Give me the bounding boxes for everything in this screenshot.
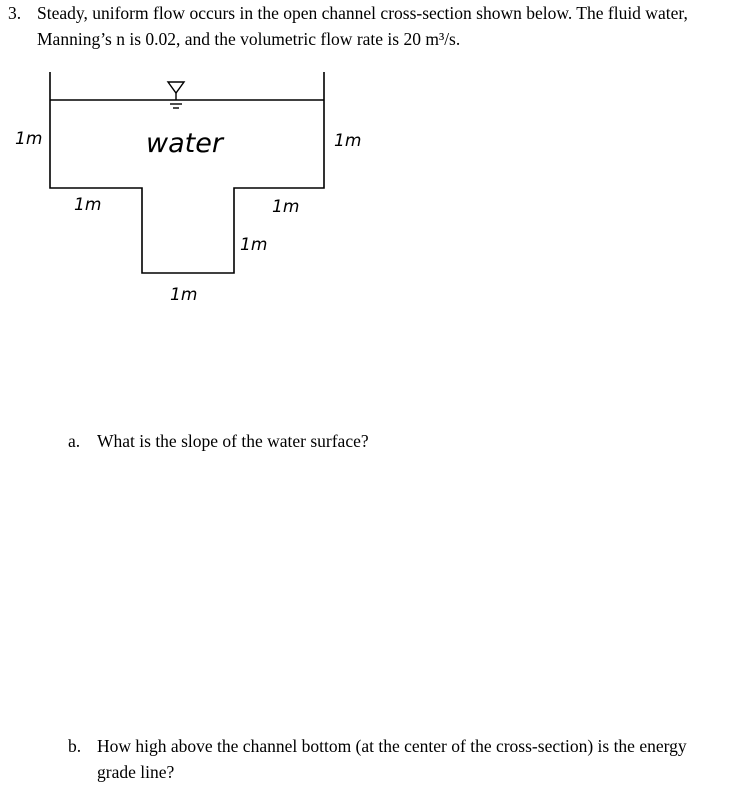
dim-left-shelf: 1m [74, 195, 102, 215]
water-label: water [146, 128, 223, 159]
dim-slot-depth: 1m [240, 235, 268, 255]
question-b-text: How high above the channel bottom (at the center of the cross-section) is the energy grade line? [97, 736, 687, 782]
dim-right-height: 1m [334, 131, 362, 151]
dim-right-shelf: 1m [272, 197, 300, 217]
problem-number: 3. [8, 3, 22, 23]
question-b-letter: b. [68, 736, 82, 756]
question-a-letter: a. [68, 431, 81, 451]
question-a-text: What is the slope of the water surface? [97, 431, 369, 451]
dim-slot-width: 1m [170, 285, 198, 305]
channel-outline [50, 72, 324, 273]
problem-text: Steady, uniform flow occurs in the open channel cross-section shown below. The fluid water, Manning’s n is 0.02, and the volumetric flow rate is 20 m³/s. [37, 3, 688, 49]
dim-left-height: 1m [15, 129, 43, 149]
channel-cross-section-diagram [0, 60, 400, 320]
free-surface-symbol-icon [168, 82, 184, 108]
